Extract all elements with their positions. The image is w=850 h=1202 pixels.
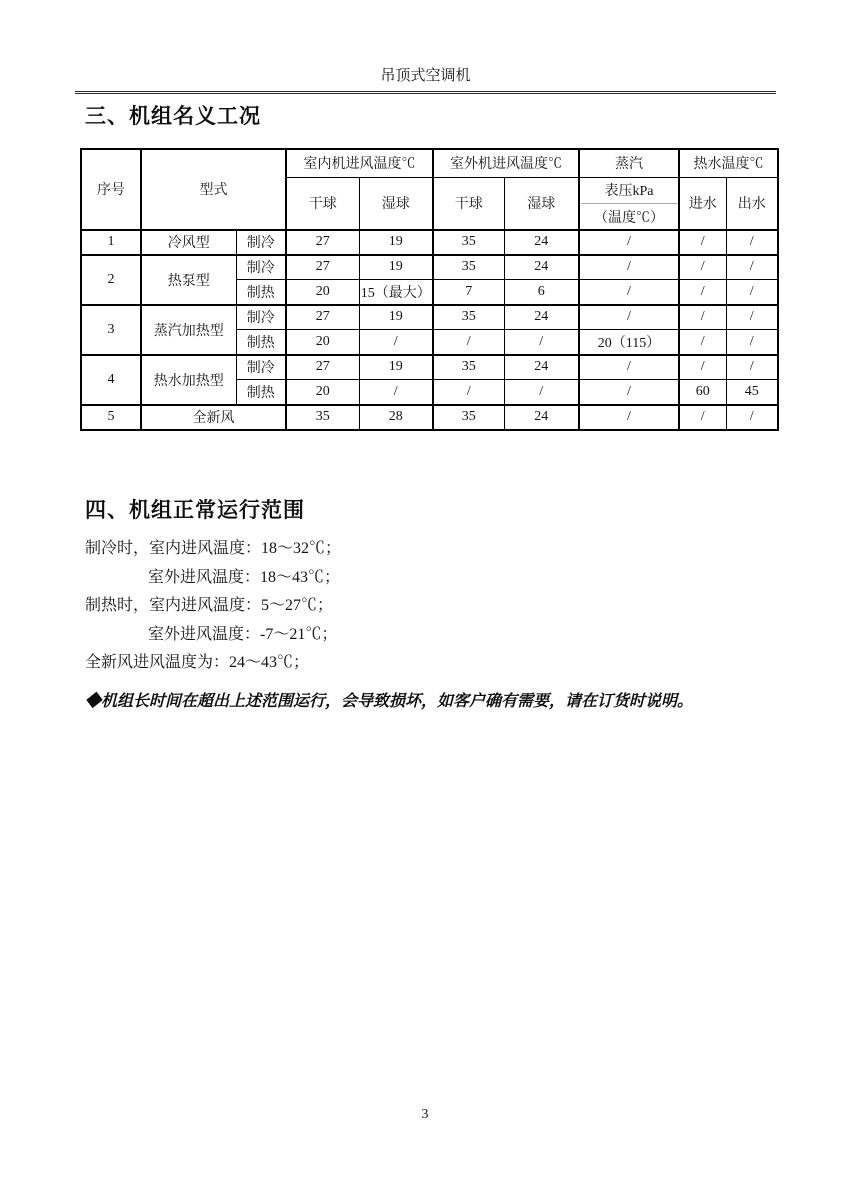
header-water-out: 出水 [726, 177, 778, 230]
cell-value: 35 [286, 405, 359, 430]
cell-value: 15（最大） [359, 280, 433, 305]
cell-value: / [726, 280, 778, 305]
cell-value: 19 [359, 230, 433, 255]
cell-value: 7 [433, 280, 504, 305]
cell-value: 20（115） [579, 330, 679, 355]
header-hot-water: 热水温度℃ [679, 149, 778, 177]
cell-no: 2 [81, 255, 141, 305]
header-indoor-temp: 室内机进风温度℃ [286, 149, 433, 177]
cell-value: / [504, 330, 579, 355]
cell-value: / [679, 255, 726, 280]
cell-value: / [679, 280, 726, 305]
section3-title: 三、机组名义工况 [85, 105, 261, 128]
header-outdoor-wet-bulb: 湿球 [504, 177, 579, 230]
cell-value: / [679, 405, 726, 430]
cell-value: / [579, 230, 679, 255]
header-type: 型式 [141, 149, 286, 230]
operating-range-block [85, 535, 341, 678]
cell-value: / [726, 405, 778, 430]
header-steam-sub [579, 177, 679, 230]
cell-value: 24 [504, 230, 579, 255]
cell-type: 全新风 [141, 405, 286, 430]
document-title: 吊顶式空调机 [380, 68, 471, 84]
cell-type: 热水加热型 [141, 355, 236, 405]
range-line-cooling-outdoor: 室外进风温度：18～43℃； [148, 568, 341, 586]
cell-value: / [579, 280, 679, 305]
header-steam-temp: （温度℃） [594, 210, 664, 226]
warning-note: ◆机组长时间在超出上述范围运行，会导致损坏，如客户确有需要，请在订货时说明。 [85, 693, 694, 710]
header-steam-gauge: 表压kPa [581, 178, 677, 204]
cell-value: / [726, 330, 778, 355]
cell-value: 45 [726, 380, 778, 405]
cell-mode: 制冷 [236, 355, 286, 380]
cell-value: 35 [433, 230, 504, 255]
nominal-conditions-table [80, 148, 779, 431]
cell-value: / [726, 305, 778, 330]
cell-mode: 制冷 [236, 230, 286, 255]
cell-mode: 制冷 [236, 305, 286, 330]
cell-value: / [726, 230, 778, 255]
cell-type: 蒸汽加热型 [141, 305, 236, 355]
cell-value: 35 [433, 305, 504, 330]
range-line-heating-indoor: 制热时，室内进风温度：5～27℃； [85, 597, 334, 614]
range-line-cooling-indoor: 制冷时，室内进风温度：18～32℃； [85, 540, 342, 557]
cell-value: 20 [286, 280, 359, 305]
cell-value: 60 [679, 380, 726, 405]
cell-mode: 制热 [236, 330, 286, 355]
running-header [75, 64, 776, 94]
cell-value: / [579, 405, 679, 430]
cell-value: / [726, 355, 778, 380]
cell-value: 24 [504, 405, 579, 430]
header-steam: 蒸汽 [579, 149, 679, 177]
cell-value: 35 [433, 405, 504, 430]
cell-value: / [579, 305, 679, 330]
cell-no: 1 [81, 230, 141, 255]
cell-mode: 制热 [236, 380, 286, 405]
cell-value: / [504, 380, 579, 405]
cell-value: / [433, 330, 504, 355]
range-line-fresh-air: 全新风进风温度为：24～43℃； [85, 654, 310, 671]
header-water-in: 进水 [679, 177, 726, 230]
header-outdoor-temp: 室外机进风温度℃ [433, 149, 579, 177]
cell-value: 27 [286, 230, 359, 255]
cell-value: 35 [433, 255, 504, 280]
cell-value: 35 [433, 355, 504, 380]
header-no: 序号 [81, 149, 141, 230]
cell-value: 28 [359, 405, 433, 430]
range-line-heating-outdoor: 室外进风温度：-7～21℃； [148, 625, 338, 643]
cell-no: 3 [81, 305, 141, 355]
cell-value: 24 [504, 255, 579, 280]
cell-value: 19 [359, 355, 433, 380]
cell-value: 19 [359, 305, 433, 330]
cell-value: / [359, 380, 433, 405]
cell-type: 冷风型 [141, 230, 236, 255]
cell-value: / [433, 380, 504, 405]
cell-value: / [726, 255, 778, 280]
cell-type: 热泵型 [141, 255, 236, 305]
cell-value: / [679, 330, 726, 355]
cell-value: / [579, 255, 679, 280]
cell-value: / [579, 380, 679, 405]
cell-value: 27 [286, 355, 359, 380]
cell-value: 24 [504, 305, 579, 330]
cell-no: 5 [81, 405, 141, 430]
cell-value: / [679, 230, 726, 255]
header-indoor-dry-bulb: 干球 [286, 177, 359, 230]
cell-no: 4 [81, 355, 141, 405]
cell-value: 24 [504, 355, 579, 380]
page-number: 3 [421, 1107, 429, 1122]
cell-value: / [679, 355, 726, 380]
cell-mode: 制冷 [236, 255, 286, 280]
cell-mode: 制热 [236, 280, 286, 305]
cell-value: 20 [286, 380, 359, 405]
cell-value: / [679, 305, 726, 330]
cell-value: 27 [286, 305, 359, 330]
header-indoor-wet-bulb: 湿球 [359, 177, 433, 230]
header-outdoor-dry-bulb: 干球 [433, 177, 504, 230]
cell-value: 20 [286, 330, 359, 355]
cell-value: 6 [504, 280, 579, 305]
cell-value: 19 [359, 255, 433, 280]
section4-title: 四、机组正常运行范围 [85, 499, 305, 522]
cell-value: 27 [286, 255, 359, 280]
cell-value: / [359, 330, 433, 355]
cell-value: / [579, 355, 679, 380]
